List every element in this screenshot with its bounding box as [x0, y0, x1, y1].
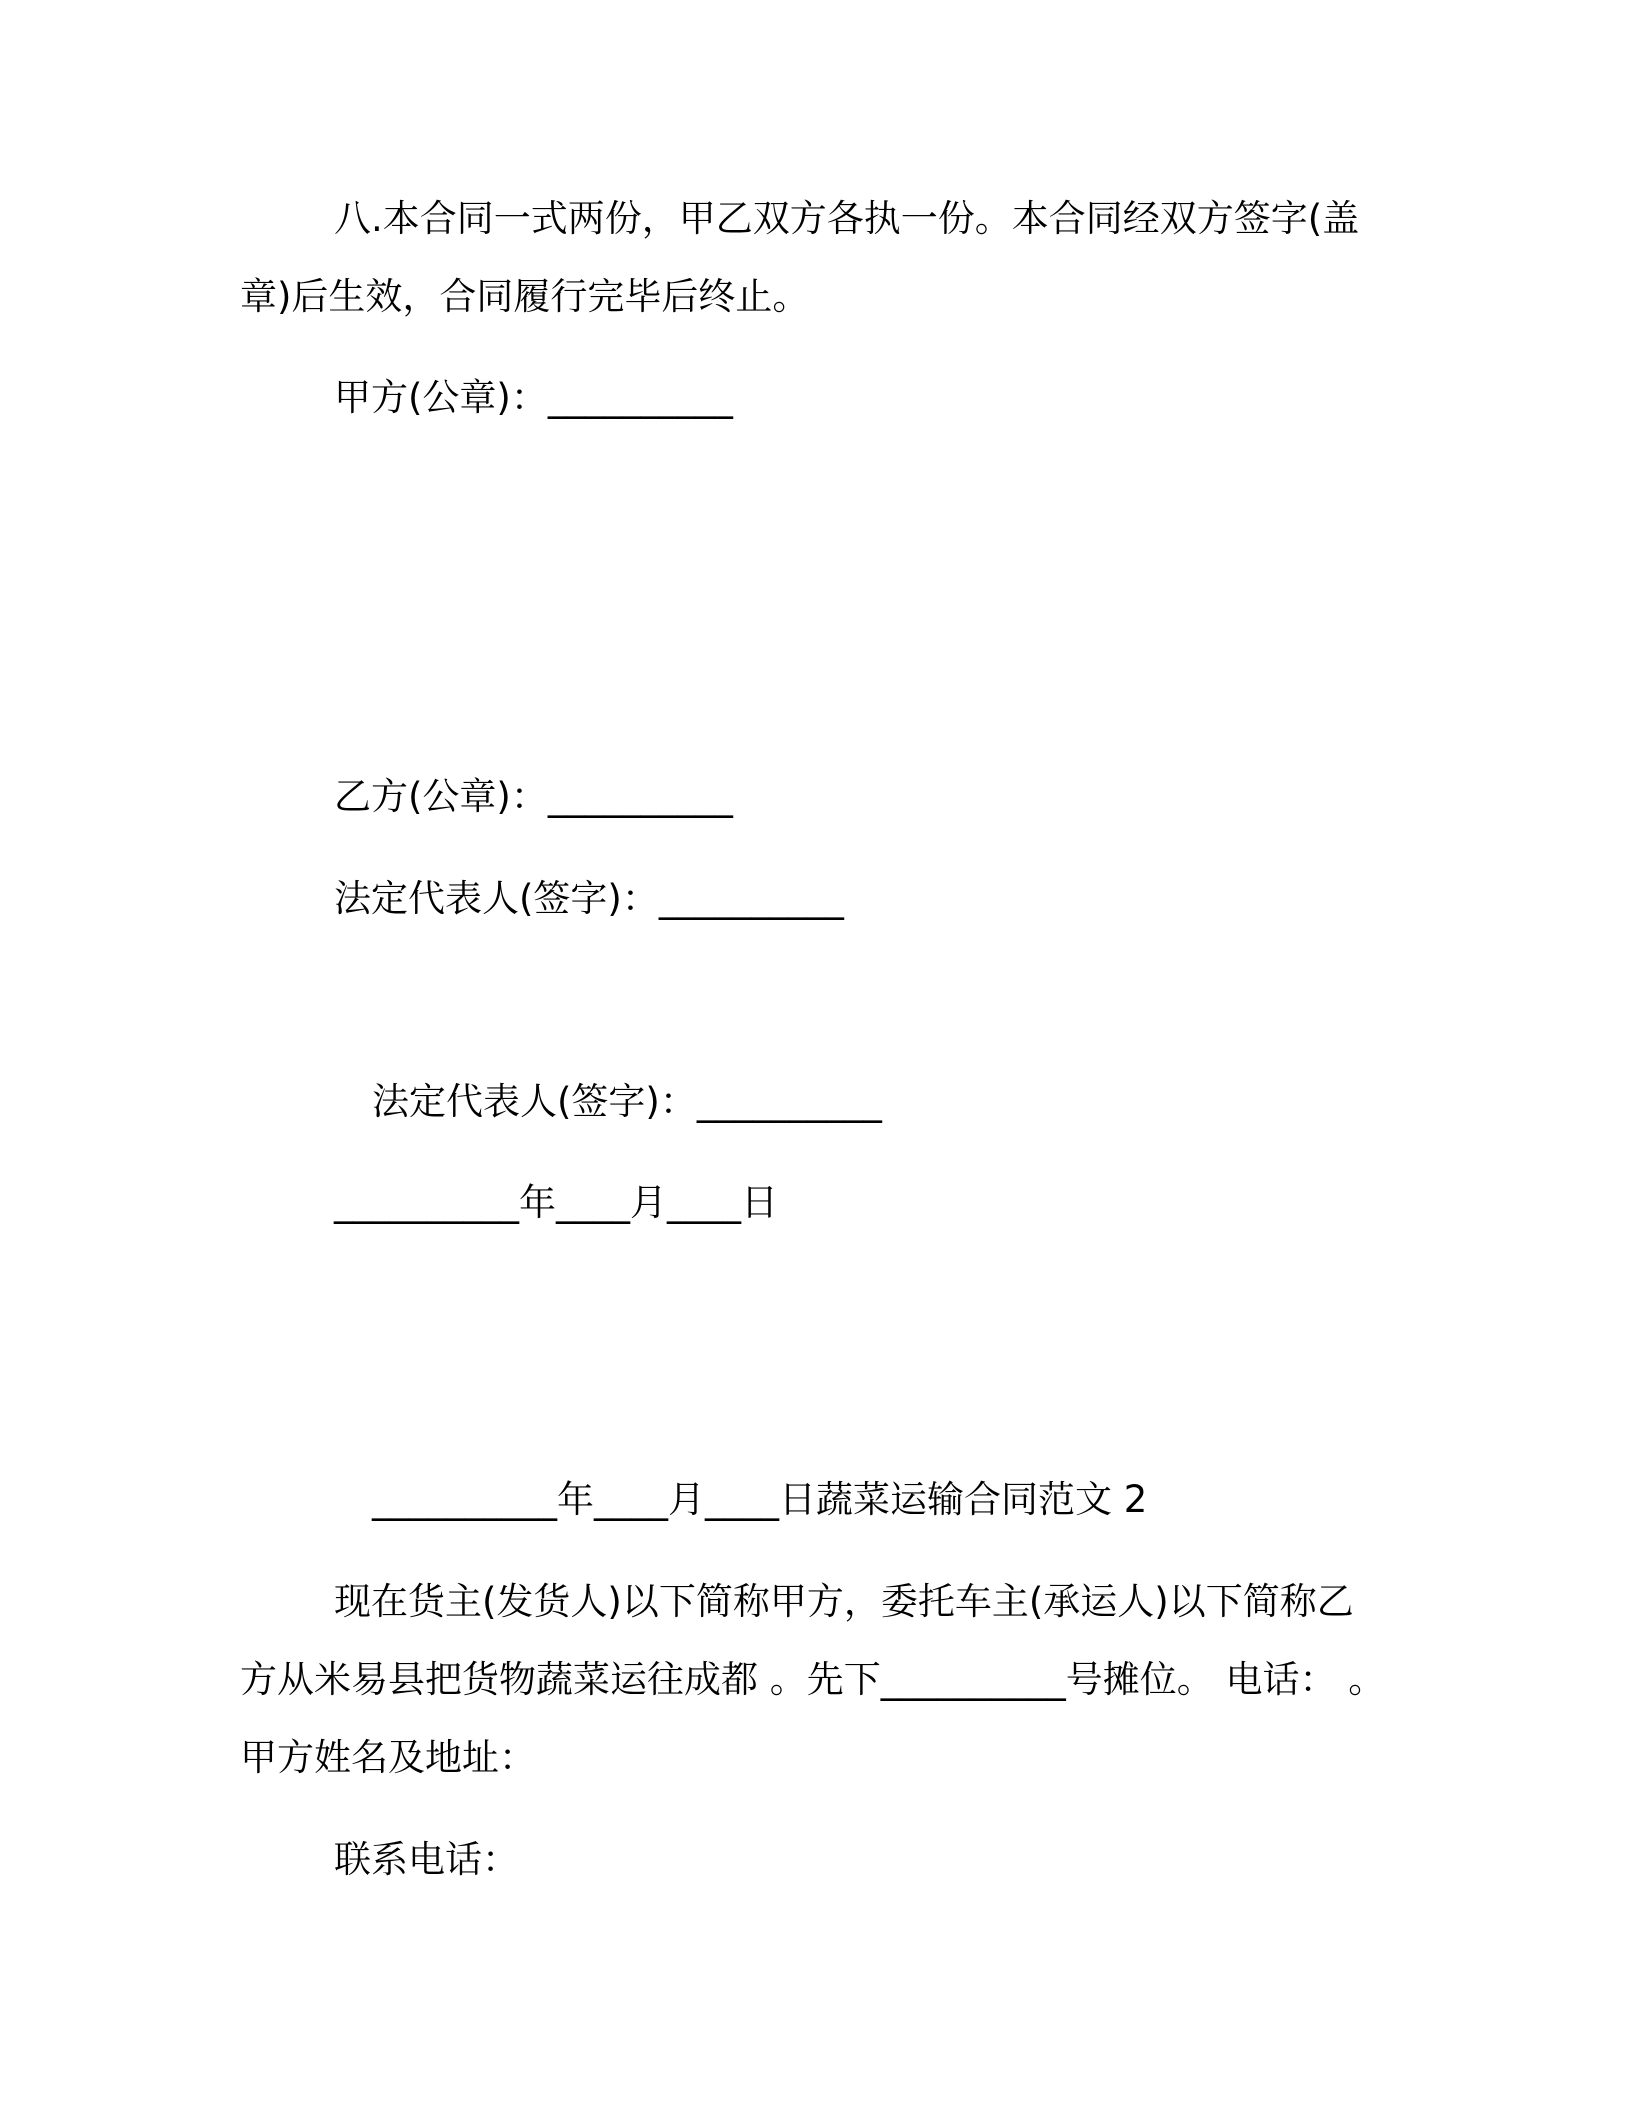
legal-rep-signature-line-2: 法定代表人(签字)：__________ — [372, 1080, 882, 1123]
intro-line-3: 甲方姓名及地址： — [240, 1736, 536, 1779]
legal-rep-signature-line-1: 法定代表人(签字)：__________ — [334, 877, 844, 920]
party-a-seal-line: 甲方(公章)：__________ — [334, 376, 733, 419]
date-line: __________年____月____日 — [334, 1181, 778, 1224]
clause-8-line-1: 八.本合同一式两份，甲乙双方各执一份。本合同经双方签字(盖 — [334, 197, 1360, 240]
clause-8-line-2: 章)后生效，合同履行完毕后终止。 — [240, 275, 810, 318]
intro-line-2: 方从米易县把货物蔬菜运往成都 。先下__________号摊位。 电话： 。 — [240, 1658, 1386, 1701]
intro-line-1: 现在货主(发货人)以下简称甲方，委托车主(承运人)以下简称乙 — [334, 1580, 1354, 1623]
section-heading-2: __________年____月____日蔬菜运输合同范文 2 — [372, 1478, 1148, 1521]
contact-phone-line: 联系电话： — [334, 1838, 519, 1881]
party-b-seal-line: 乙方(公章)：__________ — [334, 775, 733, 818]
